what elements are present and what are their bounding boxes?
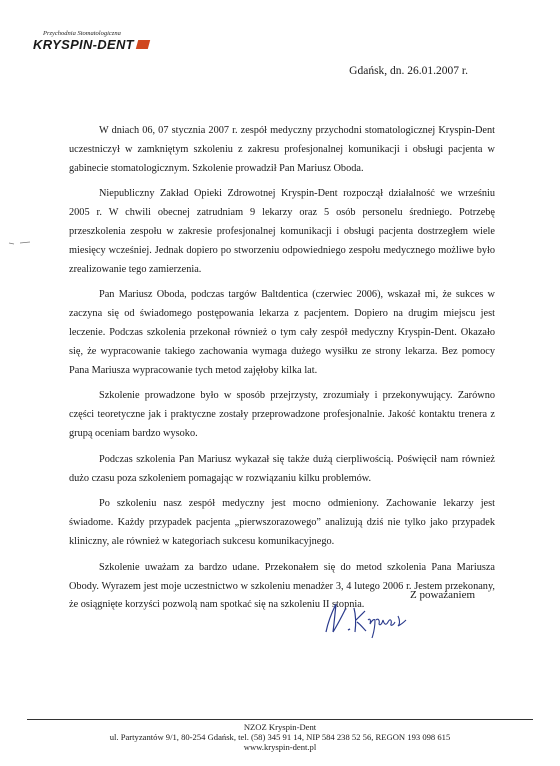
logo-flag-icon [136, 40, 150, 49]
footer-company: NZOZ Kryspin-Dent [243, 722, 317, 732]
company-logo [33, 30, 163, 56]
logo-subtitle: Przychodnia Stomatologiczna [43, 30, 121, 37]
footer-website: www.kryspin-dent.pl [243, 742, 317, 752]
margin-mark [8, 240, 38, 246]
date-line: Gdańsk, dn. 26.01.2007 r. [349, 65, 468, 77]
logo-name: KRYSPIN-DENT [33, 37, 134, 52]
footer-divider [27, 719, 533, 720]
paragraph-3: Pan Mariusz Oboda, podczas targów Baltdentica (czerwiec 2006), wskazał mi, że sukces w zaczyna się od świadomego postępowania lekarza z pacjentem. Dopiero na drugim miejscu jest leczenie. Podczas szkolenia przekonał również o tym cały zespół medyczny Kryspin-Dent. Okazało się, że wypracowanie takiego zachowania wymaga dużego wysiłku ze strony lekarza. Bez pomocy Pana Mariusza wypracowanie tych metod zajęłoby kilka lat. [69, 289, 495, 376]
closing-salutation: Z poważaniem [410, 589, 476, 601]
paragraph-1: W dniach 06, 07 stycznia 2007 r. zespół medyczny przychodni stomatologicznej Kryspin-Dent uczestniczył w zamkniętym szkoleniu z zakresu profesjonalnej komunikacji i obsługi pacjenta w gabinecie stomatologicznym. Szkolenie prowadził Pan Mariusz Oboda. [69, 125, 495, 174]
paragraph-7: Szkolenie uważam za bardzo udane. Przekonałem się do metod szkolenia Pana Mariusza Obody. Wyrazem jest moje uczestnictwo w szkoleniu menadżer 3, 4 lutego 2006 r. Jestem przekonany, że osiągnięte korzyści pozwolą nam spotkać się na szkoleniu II stopnia. [69, 561, 495, 611]
handwritten-signature [318, 598, 408, 640]
footer-address: ul. Partyzantów 9/1, 80-254 Gdańsk, tel. (58) 345 91 14, NIP 584 238 52 56, REGON 193 098 615 [109, 732, 451, 742]
paragraph-4: Szkolenie prowadzone było w sposób przejrzysty, zrozumiały i przekonywujący. Zarówno części teoretyczne jak i praktyczne zostały przeprowadzone profesjonalnie. Jakość kontaktu trenera z grupą oceniam bardzo wysoko. [69, 390, 495, 439]
paragraph-5: Podczas szkolenia Pan Mariusz wykazał się także dużą cierpliwością. Poświęcił nam również dużo czasu poza szkoleniem pomagając w rozwiązaniu kilku problemów. [69, 453, 495, 484]
letter-body [69, 122, 495, 622]
paragraph-2: Niepubliczny Zakład Opieki Zdrowotnej Kryspin-Dent rozpoczął działalność we wrześniu 2005 r. W chwili obecnej zatrudniam 9 lekarzy oraz 5 osób personelu średniego. Potrzebę przeszkolenia zespołu w zakresie profesjonalnej komunikacji i obsługi pacjenta dostrzegłem wiele miesięcy wcześniej. Jednak dopiero po stworzeniu odpowiedniego zespołu medycznego możliwe było zrealizowanie tego zamierzenia. [69, 188, 495, 275]
footer [0, 722, 560, 752]
paragraph-6: Po szkoleniu nasz zespół medyczny jest mocno odmieniony. Zachowanie lekarzy jest świadome. Każdy przypadek pacjenta „pierwszorazowego” analizują dziś nie tylko jako przypadek kliniczny, ale również w kategoriach sukcesu komunikacyjnego. [69, 498, 495, 547]
